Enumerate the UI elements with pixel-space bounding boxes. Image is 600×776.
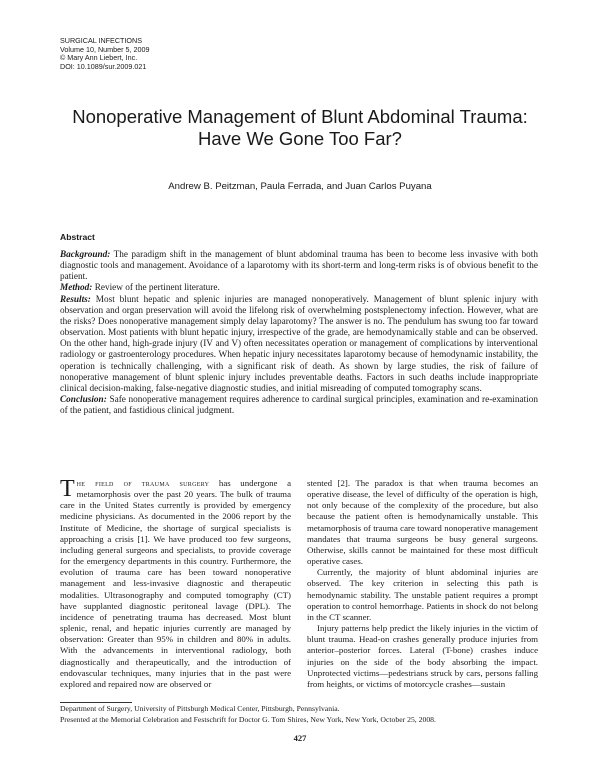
- method-text: Review of the pertinent literature.: [94, 283, 220, 294]
- body-column-left: [60, 478, 291, 690]
- conclusion-text: Safe nonoperative management requires adherence to cardinal surgical principles, examination and re-examination of the patient, and fastidious clinical judgment.: [60, 395, 538, 417]
- body-paragraph: [60, 478, 291, 690]
- journal-doi: DOI: 10.1089/sur.2009.021: [60, 61, 147, 71]
- results-label: Results:: [60, 294, 91, 305]
- journal-name: SURGICAL INFECTIONS: [60, 36, 142, 45]
- right-paragraph-2: Currently, the majority of blunt abdominal injuries are observed. The key criterion in selecting this path is hemodynamic stability. The unstable patient requires a prompt operation to control hemorrhage. Patients in shock do not belong in the CT scanner.: [307, 567, 538, 622]
- method-label: Method:: [60, 283, 93, 294]
- body-column-right: [307, 478, 538, 690]
- right-paragraph-3: Injury patterns help predict the likely injuries in the victim of blunt trauma. Head-on crashes generally produce injuries from anterior–posterior forces. Lateral (T-bone) crashes induce injuries on the side of the body absorbing the impact. Unprotected victims—pedestrians struck by cars, persons falling from heights, or victims of motorcycle crashes—sustain: [307, 623, 538, 689]
- title-line-2: Have We Gone Too Far?: [198, 128, 402, 149]
- footnote-rule: [60, 702, 132, 703]
- abstract-background: [60, 250, 538, 283]
- background-text: The paradigm shift in the management of blunt abdominal trauma has been to become less invasive with both diagnostic tools and management. Avoidance of a laparotomy with its short-term and long-term risks is of obvious benefit to the patient.: [60, 250, 538, 283]
- footnote-affiliation: Department of Surgery, University of Pittsburgh Medical Center, Pittsburgh, Pennsylvania.: [60, 704, 340, 713]
- results-text: Most blunt hepatic and splenic injuries are managed nonoperatively. Management of blunt splenic injury with observation and organ preservation will avoid the lifelong risk of overwhelming postsplenectomy infection. However, what are the risks? Does nonoperative management simply delay laparotomy? The answer is no. The pendulum has swung too far toward observation. Most patients with blunt hepatic injury, irrespective of the grade, are hemodynamically stable and can be observed. On the other hand, high-grade injury (IV and V) often necessitates operation or management of complications by interventional radiology or gastroenterology procedures. When hepatic injury necessitates laparotomy because of hemodynamic instability, the operation is technically challenging, with a significant risk of death. As shown by large studies, the risk of failure of nonoperative management of blunt splenic injury includes preventable deaths. Factors in such deaths include inappropriate clinical decision-making, false-negative diagnostic studies, and initial misreading of computed tomography scans.: [60, 294, 538, 394]
- right-paragraph-1: stented [2]. The paradox is that when trauma becomes an operative disease, the level of difficulty of the operation is high, not only because of the complexity of the procedure, but also because the patient often is hemodynamically unstable. This metamorphosis of trauma care toward nonoperative management mandates that trauma surgeons be busy general surgeons. Otherwise, skills cannot be maintained for these most difficult operative cases.: [307, 478, 538, 567]
- lead-in: he field of trauma surgery: [76, 478, 210, 488]
- abstract-results: [60, 295, 538, 395]
- abstract-heading: Abstract: [60, 232, 95, 242]
- journal-header: [60, 37, 150, 71]
- title-line-1: Nonoperative Management of Blunt Abdominal Trauma:: [72, 106, 528, 127]
- abstract: [60, 250, 538, 417]
- authors: Andrew B. Peitzman, Paula Ferrada, and Juan Carlos Puyana: [168, 181, 432, 192]
- background-label: Background:: [60, 250, 111, 260]
- page-number: 427: [293, 733, 307, 743]
- footnotes: [60, 704, 540, 725]
- footnote-presented: Presented at the Memorial Celebration and Festschrift for Doctor G. Tom Shires, New York, New York, October 25, 2008.: [60, 714, 436, 724]
- left-paragraph-text: has undergone a metamorphosis over the past 20 years. The bulk of trauma care in the United States currently is provided by emergency medicine physicians. As documented in the 2006 report by the Institute of Medicine, the shortage of surgical specialists is approaching a crisis [1]. We have produced too few surgeons, including general surgeons and specialists, to provide coverage for the emergency departments in this country. Furthermore, the evolution of trauma care has been toward nonoperative management and less-invasive diagnostic and therapeutic modalities. Ultrasonography and computed tomography (CT) have supplanted diagnostic peritoneal lavage (DPL). The incidence of penetrating trauma has decreased. Most blunt splenic, renal, and hepatic injuries currently are managed by observation: Greater than 95% in children and 80% in adults. With the advancements in interventional radiology, both diagnostically and therapeutically, and the introduction of endovascular techniques, many injuries that in the past were explored and repaired now are observed or: [60, 478, 292, 689]
- abstract-method: [60, 283, 538, 294]
- drop-cap: T: [60, 476, 75, 502]
- journal-volume: Volume 10, Number 5, 2009: [60, 44, 150, 54]
- journal-copyright: © Mary Ann Liebert, Inc.: [60, 53, 138, 63]
- abstract-conclusion: [60, 395, 538, 417]
- conclusion-label: Conclusion:: [60, 395, 107, 406]
- article-title: [40, 106, 560, 150]
